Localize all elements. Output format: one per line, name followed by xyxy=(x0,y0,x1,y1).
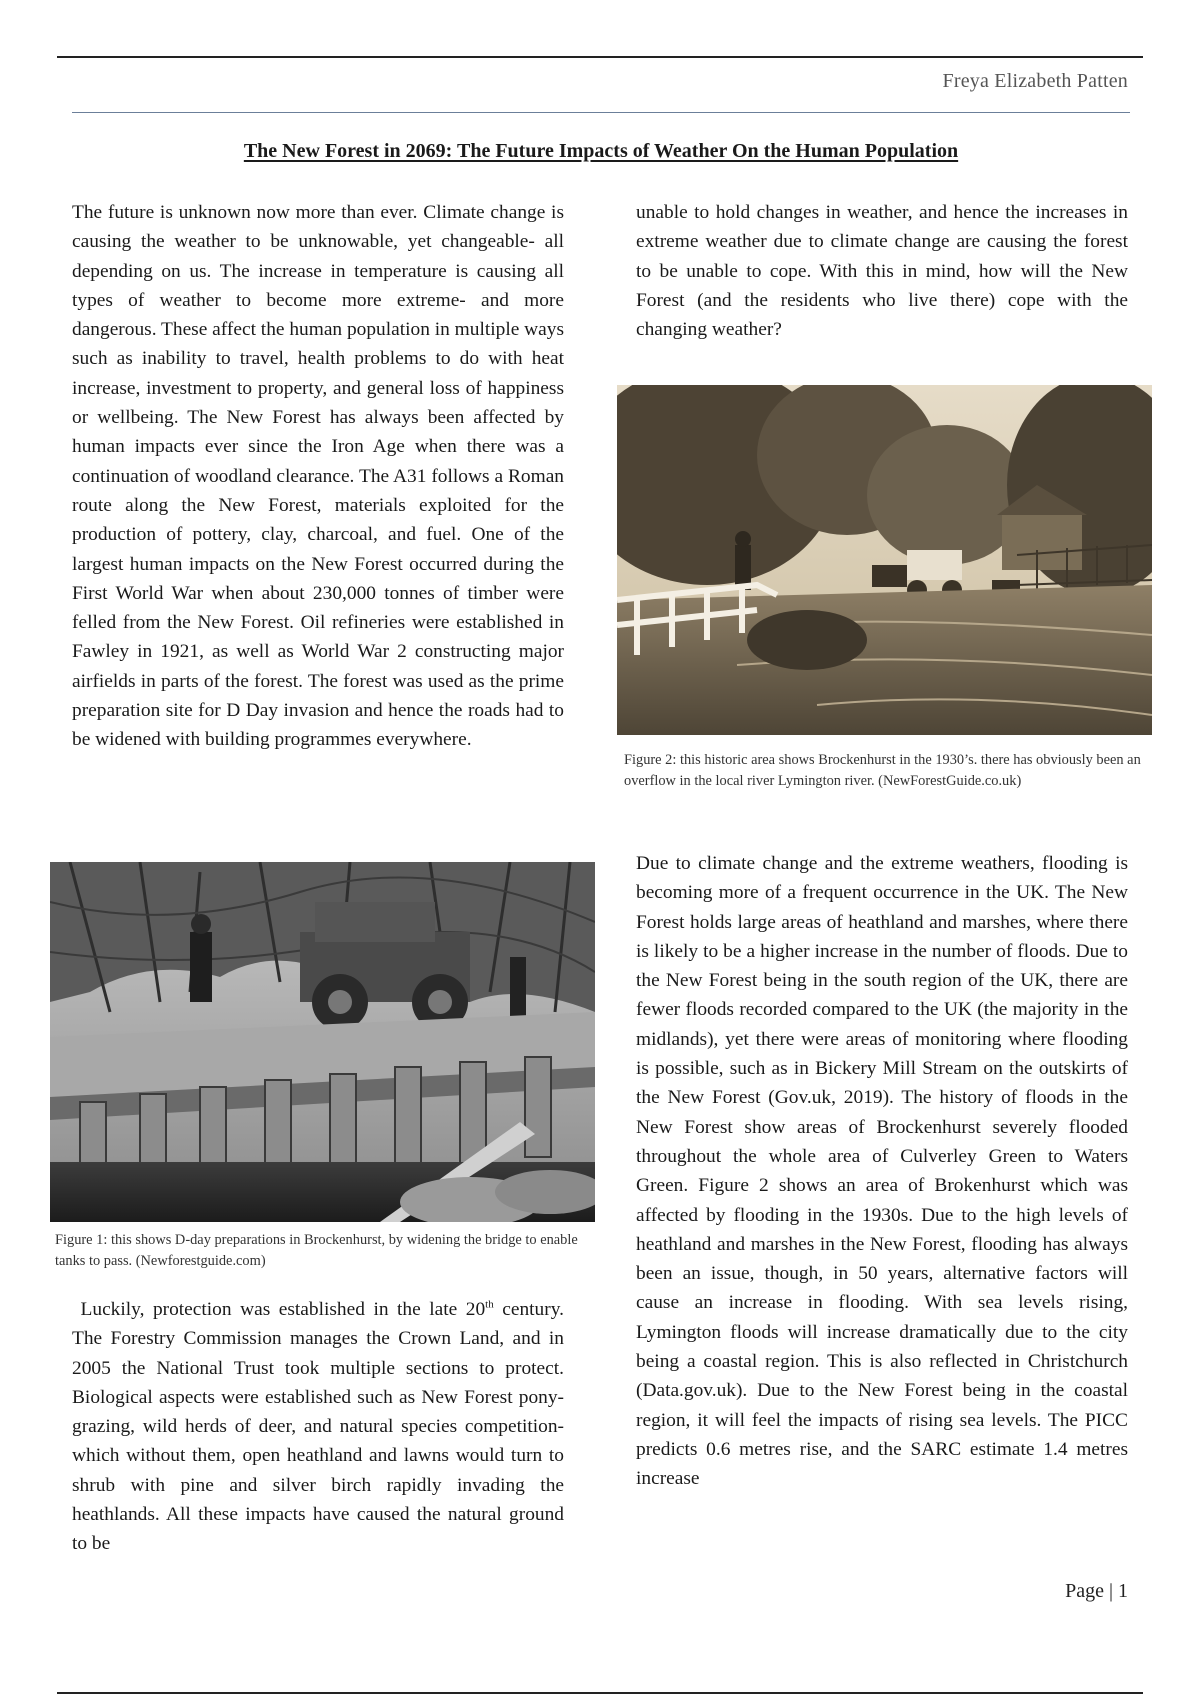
top-border-rule xyxy=(57,56,1143,58)
protection-superscript: th xyxy=(485,1298,494,1311)
figure-1-image xyxy=(50,862,595,1222)
figure-2-caption: Figure 2: this historic area shows Brockenhurst in the 1930’s. there has obviously been an overflow in the local river Lymington river. (NewForestGuide.co.uk) xyxy=(624,752,1141,789)
intro-paragraph: The future is unknown now more than ever. Climate change is causing the weather to be unknowable, yet changeable- all depending on us. The increase in temperature is causing all types of weather to become more extreme- and more dangerous. These affect the human population in multiple ways such as inability to travel, health problems to do with heat increase, investment to property, and general loss of happiness or wellbeing. The New Forest has always been affected by human impacts ever since the Iron Age when there was a continuation of woodland clearance. The A31 follows a Roman route along the New Forest, materials exploited for the production of pottery, clay, charcoal, and fuel. One of the largest human impacts on the New Forest occurred during the First World War when about 230,000 tonnes of timber were felled from the New Forest. Oil refineries were established in Fawley in 1921, as well as World War 2 constructing major airfields in parts of the forest. The forest was used as the prime preparation site for D Day invasion and hence the roads had to be widened with building programmes everywhere. xyxy=(72,202,565,751)
protection-text-rest: century. The Forestry Commission manages the Crown Land, and in 2005 the National Trust took multiple sections to protect. Biological aspects were established such as New Forest pony-grazing, wild herds of deer, and natural species competition- which without them, open heathland and lawns would turn to shrub with pine and silver birch rapidly invading the heathlands. All these impacts have caused the natural ground to be xyxy=(72,1299,564,1555)
page-number: Page | 1 xyxy=(1065,1580,1128,1602)
continuation-paragraph: unable to hold changes in weather, and hence the increases in extreme weather due to climate change are causing the forest to be unable to cope. With this in mind, how will the New Forest (and the residents who live there) cope with the changing weather? xyxy=(636,202,1128,341)
header-author: Freya Elizabeth Patten xyxy=(942,70,1128,92)
bottom-border-rule xyxy=(57,1692,1143,1694)
figure-1-caption: Figure 1: this shows D-day preparations in Brockenhurst, by widening the bridge to enable tanks to pass. (Newforestguide.com) xyxy=(55,1232,578,1269)
protection-text-start: Luckily, protection was established in the late 20 xyxy=(80,1299,486,1320)
flooding-paragraph: Due to climate change and the extreme weathers, flooding is becoming more of a frequent occurrence in the UK. The New Forest holds large areas of heathland and marshes, where there is likely to be a higher increase in the number of floods. Due to the New Forest being in the south region of the UK, there are fewer floods recorded compared to the UK (the majority in the midlands), yet there were areas of monitoring where flooding is possible, such as in Bickery Mill Stream on the outskirts of the New Forest (Gov.uk, 2019). The history of floods in the New Forest show areas of Brockenhurst severely flooded throughout the whole area of Culverley Green to Waters Green. Figure 2 shows an area of Brokenhurst which was affected by flooding in the 1930s. Due to the high levels of heathland and marshes in the New Forest, flooding has always been an issue, though, in 50 years, alternative factors will cause an increase in flooding. With sea levels rising, Lymington floods will increase dramatically due to the city being a coastal region. This is also reflected in Christchurch (Data.gov.uk). Due to the New Forest being in the coastal region, it will feel the impacts of rising sea levels. The PICC predicts 0.6 metres rise, and the SARC estimate 1.4 metres increase xyxy=(636,853,1128,1490)
figure-2-image xyxy=(617,385,1152,735)
document-title: The New Forest in 2069: The Future Impacts of Weather On the Human Population xyxy=(243,140,959,162)
header-divider xyxy=(72,112,1130,113)
protection-paragraph xyxy=(72,1295,564,1559)
